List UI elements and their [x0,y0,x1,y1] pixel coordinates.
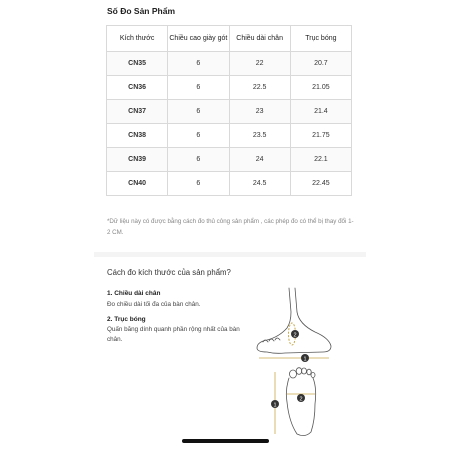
size-table [106,25,352,196]
column-header: Chiều cao giày gót [168,26,229,52]
table-cell: 22.45 [290,172,351,196]
table-cell: 6 [168,172,229,196]
marker-2-label-top: 2 [299,396,303,403]
table-cell: 20.7 [290,52,351,76]
table-row [107,172,352,196]
table-cell: 22.1 [290,148,351,172]
marker-1-label: 1 [303,356,307,363]
page-title: Số Đo Sản Phẩm [107,6,176,16]
measurement-note: *Dữ liệu này có được bằng cách đo thủ công sản phẩm , các phép đo có thể bị thay đổi 1-2 CM. [107,218,354,236]
table-cell: 6 [168,100,229,124]
table-cell: 23 [229,100,290,124]
table-row [107,124,352,148]
ball-girth-title: 2. Trục bóng [107,316,146,323]
table-cell: 6 [168,124,229,148]
section-divider [94,252,366,257]
column-header: Chiều dài chân [229,26,290,52]
marker-1-label-top: 1 [273,402,277,409]
column-header: Kích thước [107,26,168,52]
table-cell: 22 [229,52,290,76]
home-indicator[interactable] [182,439,269,443]
foot-side-view [257,288,331,353]
table-cell: CN35 [107,52,168,76]
table-row [107,148,352,172]
table-row [107,52,352,76]
column-header: Trục bóng [290,26,351,52]
table-row [107,100,352,124]
table-cell: 24.5 [229,172,290,196]
table-row [107,76,352,100]
table-cell: 23.5 [229,124,290,148]
table-cell: 24 [229,148,290,172]
table-cell: 21.4 [290,100,351,124]
table-cell: 22.5 [229,76,290,100]
table-cell: 6 [168,148,229,172]
table-cell: CN39 [107,148,168,172]
foot-measurement-diagram [245,282,355,437]
table-cell: CN40 [107,172,168,196]
table-cell: CN37 [107,100,168,124]
table-cell: CN38 [107,124,168,148]
how-to-measure-title: Cách đo kích thước của sản phẩm? [107,268,231,277]
foot-length-title: 1. Chiều dài chân [107,290,161,297]
foot-length-desc: Đo chiều dài tối đa của bàn chân. [107,301,201,308]
table-cell: 6 [168,52,229,76]
table-cell: 21.75 [290,124,351,148]
table-cell: 6 [168,76,229,100]
table-header-row [107,26,352,52]
ball-girth-desc: Quấn băng dính quanh phần rộng nhất của bàn chân. [107,326,240,343]
table-cell: CN36 [107,76,168,100]
marker-2-label: 2 [293,332,297,339]
table-cell: 21.05 [290,76,351,100]
